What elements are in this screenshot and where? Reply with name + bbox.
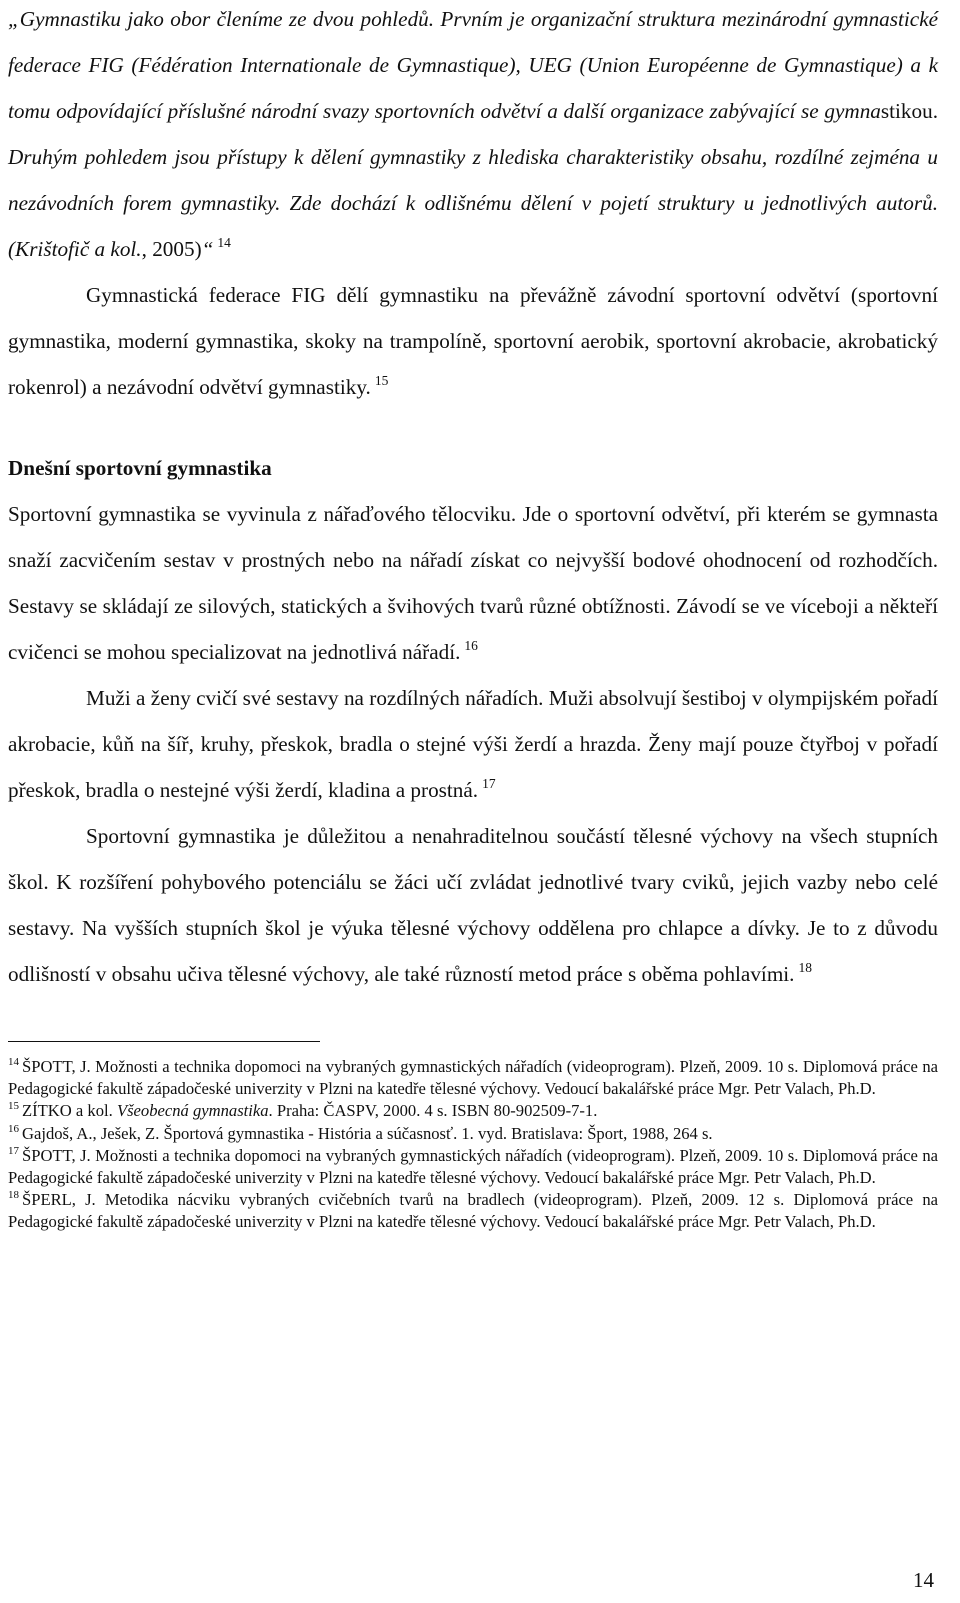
paragraph-school xyxy=(8,813,938,997)
footnote-text: ŠPERL, J. Metodika nácviku vybraných cvičebních tvarů na bradlech (videoprogram). Plzeň, 2009. 12 s. Diplomová práce na Pedagogické fakultě západočeské univerzity v Plzni na katedře tělesné výchovy. Vedoucí bakalářské práce Mgr. Petr Valach, Ph.D. xyxy=(8,1190,938,1232)
document-page xyxy=(8,0,938,1234)
footnote-text: ŠPOTT, J. Možnosti a technika dopomoci na vybraných gymnastických nářadích (videoprogram). Plzeň, 2009. 10 s. Diplomová práce na Pedagogické fakultě západočeské univerzity v Plzni na katedře tělesné výchovy. Vedoucí bakalářské práce Mgr. Petr Valach, Ph.D. xyxy=(8,1145,938,1188)
footnote-17 xyxy=(8,1145,938,1189)
footnote-number: 18 xyxy=(8,1189,19,1202)
footnote-14 xyxy=(8,1056,938,1100)
footnote-text: Gajdoš, A., Ješek, Z. Športová gymnastika - História a súčasnosť. 1. vyd. Bratislava: Šport, 1988, 264 s. xyxy=(22,1123,713,1143)
quote-text-italic-a: „Gymnastiku jako obor členíme ze dvou pohledů. Prvním je organizační struktura mezinárodní gymnastické federace FIG (Fédération Internationale de Gymnastique), UEG (Union Européenne de Gymnastique) a k tomu odpovídající příslušné národní svazy sportovních odvětví a další organizace zabývající se gymna xyxy=(8,7,938,123)
footnote-18 xyxy=(8,1189,938,1233)
footnote-text-pre: ZÍTKO a kol. xyxy=(22,1101,117,1121)
paragraph-definition-text: Sportovní gymnastika se vyvinula z nářaďového tělocviku. Jde o sportovní odvětví, při kterém se gymnasta snaží zacvičením sestav v prostných nebo na nářadí získat co nejvyšší bodové ohodnocení od rozhodčích. Sestavy se skládají ze silových, statických a švihových tvarů různé obtížnosti. Závodí se ve víceboji a někteří cvičenci se mohou specializovat na jednotlivá nářadí. xyxy=(8,502,938,664)
footnote-ref-15[interactable]: 15 xyxy=(374,373,389,388)
footnote-number: 15 xyxy=(8,1100,19,1113)
footnote-16 xyxy=(8,1123,938,1145)
paragraph-apparatus xyxy=(8,675,938,813)
section-heading: Dnešní sportovní gymnastika xyxy=(8,456,272,480)
footnote-number: 17 xyxy=(8,1144,19,1157)
quote-text-plain-a: stikou. xyxy=(880,99,938,123)
footnote-text-post: . Praha: ČASPV, 2000. 4 s. ISBN 80-902509-7-1. xyxy=(268,1101,598,1121)
quote-text-plain-b: , 2005) xyxy=(141,237,202,261)
footnote-ref-16[interactable]: 16 xyxy=(464,638,478,653)
paragraph-fig-text: Gymnastická federace FIG dělí gymnastiku na převážně závodní sportovní odvětví (sportovní gymnastika, moderní gymnastika, skoky na trampolíně, sportovní aerobik, sportovní akrobacie, akrobatický rokenrol) a nezávodní odvětví gymnastiky. xyxy=(8,283,938,399)
paragraph-school-text: Sportovní gymnastika je důležitou a nenahraditelnou součástí tělesné výchovy na všech stupních škol. K rozšíření pohybového potenciálu se žáci učí zvládat jednotlivé tvary cviků, jejich vazby nebo celé sestavy. Na vyšších stupních škol je výuka tělesné výchovy oddělena pro chlapce a dívky. Je to z důvodu odlišností v obsahu učiva tělesné výchovy, ale také růzností metod práce s oběma pohlavími. xyxy=(8,824,938,986)
paragraph-quote xyxy=(8,0,938,272)
footnotes-section xyxy=(8,1056,938,1234)
quote-close-mark: “ xyxy=(201,237,214,261)
footnote-ref-17[interactable]: 17 xyxy=(482,776,496,791)
paragraph-apparatus-text: Muži a ženy cvičí své sestavy na rozdílných nářadích. Muži absolvují šestiboj v olympijském pořadí akrobacie, kůň na šíř, kruhy, přeskok, bradla o stejné výši žerdí a hrazda. Ženy mají pouze čtyřboj v pořadí přeskok, bradla o nestejné výši žerdí, kladina a prostná. xyxy=(8,686,938,802)
paragraph-fig xyxy=(8,272,938,410)
footnote-number: 14 xyxy=(8,1056,19,1068)
footnote-text: ŠPOTT, J. Možnosti a technika dopomoci na vybraných gymnastických nářadích (videoprogram). Plzeň, 2009. 10 s. Diplomová práce na Pedagogické fakultě západočeské univerzity v Plzni na katedře tělesné výchovy. Vedoucí bakalářské práce Mgr. Petr Valach, Ph.D. xyxy=(8,1057,938,1099)
footnote-15 xyxy=(8,1100,938,1122)
footnote-number: 16 xyxy=(8,1122,19,1135)
footnote-ref-18[interactable]: 18 xyxy=(798,960,812,975)
footnote-title-italic: Všeobecná gymnastika xyxy=(116,1101,269,1121)
quote-text-italic-b: Druhým pohledem jsou přístupy k dělení gymnastiky z hlediska charakteristiky obsahu, rozdílné zejména u nezávodních forem gymnastiky. Zde dochází k odlišnému dělení v pojetí struktury u jednotlivých autorů. (Krištofič a kol. xyxy=(8,145,938,261)
footnote-separator xyxy=(8,1041,320,1042)
page-number: 14 xyxy=(913,1568,934,1592)
footnote-ref-14[interactable]: 14 xyxy=(217,235,231,250)
paragraph-definition xyxy=(8,491,938,675)
